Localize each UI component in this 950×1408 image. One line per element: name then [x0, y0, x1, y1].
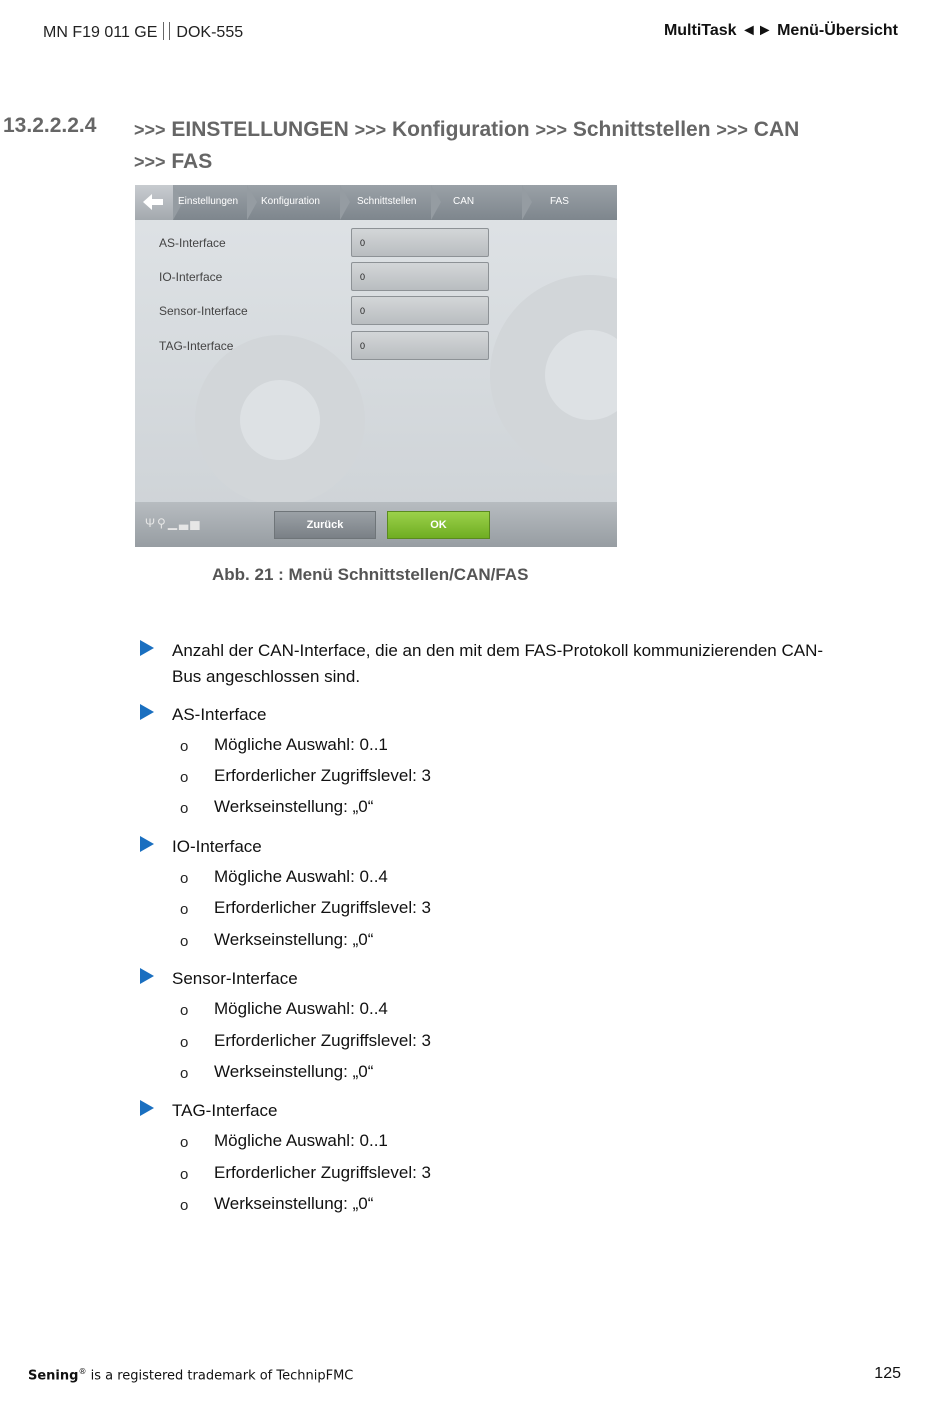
- sensor-interface-field[interactable]: 0: [351, 296, 489, 325]
- bullet-arrow-icon: [140, 1100, 154, 1116]
- item-detail: Werkseinstellung: „0“: [214, 930, 374, 949]
- breadcrumb-separator: [522, 185, 532, 220]
- io-interface-field[interactable]: 0: [351, 262, 489, 291]
- back-arrow-button[interactable]: [135, 185, 173, 220]
- separator: [163, 22, 170, 40]
- item-detail: Werkseinstellung: „0“: [214, 797, 374, 816]
- breadcrumb-separator: [340, 185, 350, 220]
- breadcrumb-separator: [431, 185, 441, 220]
- item-detail: Mögliche Auswahl: 0..4: [214, 999, 388, 1018]
- sub-bullet: o: [180, 800, 189, 817]
- link-icon: ⚲: [157, 516, 168, 530]
- sub-bullet: o: [180, 1065, 189, 1082]
- bullet-arrow-icon: [140, 704, 154, 720]
- sub-bullet: o: [180, 1034, 189, 1051]
- bullet-arrow-icon: [140, 836, 154, 852]
- breadcrumb-separator: [247, 185, 257, 220]
- doc-code: MN F19 011 GE: [43, 24, 158, 41]
- bottom-bar: [135, 502, 617, 547]
- item-title: IO-Interface: [172, 837, 262, 856]
- device-screenshot: [135, 185, 617, 547]
- trademark-notice: Sening® is a registered trademark of TechnipFMC: [28, 1367, 354, 1384]
- breadcrumb: [135, 185, 617, 220]
- item-detail: Erforderlicher Zugriffslevel: 3: [214, 766, 431, 785]
- item-detail: Mögliche Auswahl: 0..4: [214, 867, 388, 886]
- sub-bullet: o: [180, 1002, 189, 1019]
- section-title: >>> EINSTELLUNGEN >>> Konfiguration >>> Schnittstellen >>> CAN >>> FAS: [134, 118, 800, 173]
- document-code: [43, 22, 243, 42]
- sub-bullet: o: [180, 1134, 189, 1151]
- item-detail: Mögliche Auswahl: 0..1: [214, 735, 388, 754]
- bullet-arrow-icon: [140, 968, 154, 984]
- item-detail: Erforderlicher Zugriffslevel: 3: [214, 1163, 431, 1182]
- bullet-arrow-icon: [140, 640, 154, 656]
- usb-icon: Ψ: [145, 516, 158, 530]
- back-arrow-icon: [135, 185, 173, 220]
- doc-id: DOK-555: [176, 24, 244, 41]
- tag-interface-label: TAG-Interface: [159, 339, 234, 353]
- figure-caption: Abb. 21 : Menü Schnittstellen/CAN/FAS: [212, 565, 529, 584]
- page-number: 125: [874, 1365, 901, 1382]
- sub-bullet: o: [180, 1166, 189, 1183]
- breadcrumb-einstellungen[interactable]: Einstellungen: [178, 196, 239, 207]
- signal-icon: ▁▃▅: [167, 516, 202, 530]
- item-detail: Erforderlicher Zugriffslevel: 3: [214, 898, 431, 917]
- tag-interface-field[interactable]: 0: [351, 331, 489, 360]
- breadcrumb-fas[interactable]: FAS: [550, 196, 569, 207]
- zurueck-button[interactable]: Zurück: [274, 511, 376, 539]
- sub-bullet: o: [180, 769, 189, 786]
- sub-bullet: o: [180, 933, 189, 950]
- sub-bullet: o: [180, 901, 189, 918]
- item-title: AS-Interface: [172, 705, 267, 724]
- item-detail: Werkseinstellung: „0“: [214, 1062, 374, 1081]
- breadcrumb-can[interactable]: CAN: [453, 196, 475, 207]
- header-title: MultiTask ◄► Menü-Übersicht: [663, 22, 898, 39]
- sub-bullet: o: [180, 738, 189, 755]
- io-interface-label: IO-Interface: [159, 270, 223, 284]
- item-title: TAG-Interface: [172, 1101, 278, 1120]
- status-icons: [145, 516, 202, 530]
- section-number: 13.2.2.2.4: [3, 114, 97, 137]
- item-detail: Werkseinstellung: „0“: [214, 1194, 374, 1213]
- as-interface-field[interactable]: 0: [351, 228, 489, 257]
- sub-bullet: o: [180, 1197, 189, 1214]
- item-detail: Mögliche Auswahl: 0..1: [214, 1131, 388, 1150]
- intro-text: Anzahl der CAN-Interface, die an den mit dem FAS-Protokoll kommunizierenden CAN- Bus angeschlossen sind.: [172, 641, 824, 686]
- breadcrumb-konfiguration[interactable]: Konfiguration: [261, 196, 320, 207]
- ok-button[interactable]: OK: [387, 511, 490, 539]
- breadcrumb-schnittstellen[interactable]: Schnittstellen: [357, 196, 417, 207]
- as-interface-label: AS-Interface: [159, 236, 226, 250]
- item-title: Sensor-Interface: [172, 969, 298, 988]
- item-detail: Erforderlicher Zugriffslevel: 3: [214, 1031, 431, 1050]
- gear-hole: [240, 380, 320, 460]
- sensor-interface-label: Sensor-Interface: [159, 304, 248, 318]
- sub-bullet: o: [180, 870, 189, 887]
